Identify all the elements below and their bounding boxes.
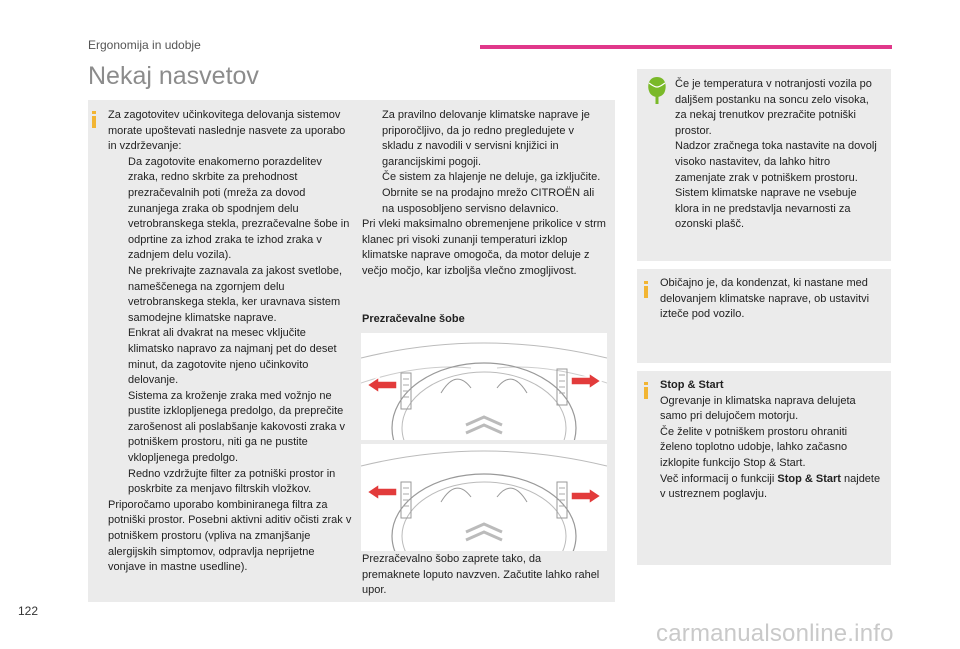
outro-text: Priporočamo uporabo kombiniranega filtra za potniški prostor. Posebni aktivni aditiv očisti zrak v potniškem prostoru (vpliva na zmanjšanje alergijskih simptomov, odpravlja neprijetne vonjave in mastne usedline). (108, 498, 352, 574)
list-item: Redno vzdržujte filter za potniški prostor in poskrbite za menjavo filtrskih vložkov. (108, 467, 353, 498)
list-item: Za pravilno delovanje klimatske naprave je priporočljivo, da jo redno pregledujete v skladu z navodili v servisni knjižici in garancijskimi pogoji. (362, 108, 608, 170)
bullet-marker (108, 389, 128, 467)
maintenance-advice-column (108, 108, 353, 576)
list-item: Sistema za kroženje zraka med vožnjo ne pustite izklopljenega predolgo, da preprečite zarošenost ali poslabšanje kakovosti zraka v potniškem prostoru, niti ga ne pustite vklopljenega predolgo. (108, 389, 353, 467)
vents-heading: Prezračevalne šobe (362, 313, 465, 325)
watermark: carmanualsonline.info (656, 620, 894, 647)
info-icon (644, 382, 648, 399)
page-number: 122 (18, 604, 39, 618)
bullet-marker (108, 155, 128, 264)
intro-text: Za zagotovitev učinkovitega delovanja sistemov morate upoštevati naslednje nasvete za uporabo in vzdrževanje: (108, 109, 346, 153)
dashboard-vents-illustration-open (361, 333, 607, 440)
bullet-marker (108, 264, 128, 326)
bullet-marker (108, 326, 128, 388)
dashboard-vents-drawing (361, 333, 607, 440)
bullet-marker (108, 467, 128, 498)
trailer-text: Pri vleki maksimalno obremenjene prikolice v strm klanec pri visoki zunanji temperaturi izklop klimatske naprave omogoča, da motor deluje z večjo močjo, kar izboljša vlečno zmogljivost. (362, 218, 606, 277)
info-icon (644, 281, 648, 298)
list-item: Da zagotovite enakomerno porazdelitev zraka, redno skrbite za prehodnost prezračevalnih poti (mreža za dovod zunanjega zraka ob spodnjem delu vetrobranskega stekla, prezračevalne šobe in odprtine za izhod zraka te izhod zraka v zadnjem delu vozila). (108, 155, 353, 264)
climate-advice-column (362, 108, 608, 280)
eco-text: Če je temperatura v notranjosti vozila po daljšem postanku na soncu zelo visoka, za nekaj trenutkov prezračite potniški prostor. Nadzor zračnega toka nastavite na dovolj visoko nastavitev, da lahko hitro zamenjate zrak v potniškem prostoru. Sistem klimatske naprave ne vsebuje klora in ne predstavlja nevarnosti za ozonski plašč. (675, 78, 877, 231)
bullet-marker (362, 170, 382, 217)
chapter-title: Ergonomija in udobje (88, 38, 201, 52)
list-item: Če sistem za hlajenje ne deluje, ga izključite. Obrnite se na prodajno mrežo CITROËN ali na usposobljeno servisno delavnico. (362, 170, 608, 217)
stop-start-text: Stop & Start Ogrevanje in klimatska naprava delujeta samo pri delujočem motorju. Če želite v potniškem prostoru ohraniti želeno toplotno udobje, lahko začasno izklopite funkcijo Stop & Start. Več informacij o funkciji Stop & Start najdete v ustreznem poglavju. (660, 379, 881, 501)
info-icon (92, 111, 96, 128)
vents-caption: Prezračevalno šobo zaprete tako, da premaknete loputo navzven. Začutite lahko rahel upor. (362, 553, 600, 597)
page-title: Nekaj nasvetov (88, 62, 259, 90)
leaf-icon (645, 75, 669, 105)
stop-start-title: Stop & Start (660, 379, 724, 391)
condensate-text: Običajno je, da kondenzat, ki nastane med delovanjem klimatske naprave, ob ustavitvi izteče pod vozilo. (660, 277, 870, 321)
list-item: Ne prekrivajte zaznavala za jakost svetlobe, nameščenega na zgornjem delu vetrobranskega stekla, ker uravnava sistem samodejne klimatske naprave. (108, 264, 353, 326)
bullet-marker (362, 108, 382, 170)
list-item: Enkrat ali dvakrat na mesec vključite klimatsko napravo za najmanj pet do deset minut, da zagotovite njeno učinkovito delovanje. (108, 326, 353, 388)
chapter-accent-bar (480, 45, 892, 49)
dashboard-vents-drawing (361, 444, 607, 551)
dashboard-vents-illustration-closed (361, 444, 607, 551)
